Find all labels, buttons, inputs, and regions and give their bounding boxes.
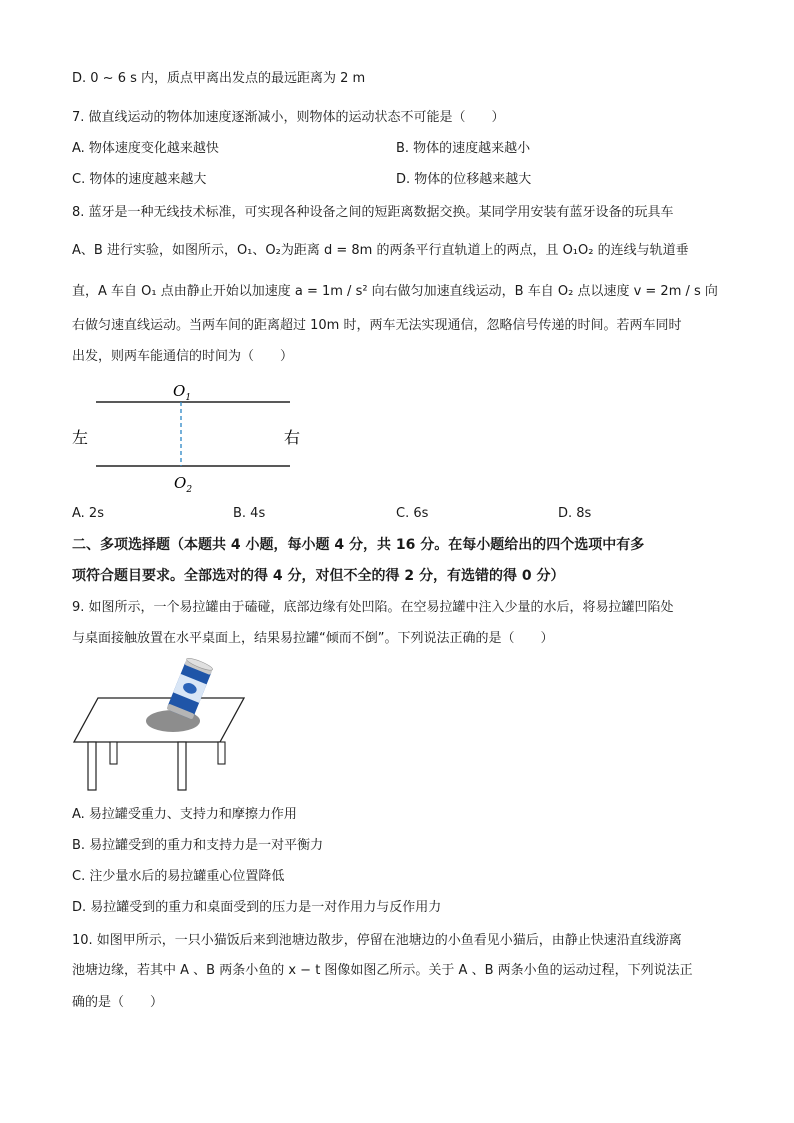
- q9-option-c: C. 注少量水后的易拉罐重心位置降低: [72, 869, 285, 884]
- q9-option-d: D. 易拉罐受到的重力和桌面受到的压力是一对作用力与反作用力: [72, 900, 442, 915]
- q9-line-2: 与桌面接触放置在水平桌面上，结果易拉罐“倾而不倒”。下列说法正确的是（ ）: [72, 631, 554, 646]
- table-leg-back-left: [110, 742, 117, 764]
- q7-option-c: C. 物体的速度越来越大: [72, 172, 207, 187]
- q7-option-d: D. 物体的位移越来越大: [396, 172, 532, 187]
- q10-line-1: 10. 如图甲所示，一只小猫饭后来到池塘边散步，停留在池塘边的小鱼看见小猫后，由静止快速沿直线游离: [72, 933, 682, 948]
- q7-option-b: B. 物体的速度越来越小: [396, 141, 531, 156]
- q8-line-4: 右做匀速直线运动。当两车间的距离超过 10m 时，两车无法实现通信，忽略信号传递的时间。若两车同时: [72, 318, 682, 333]
- q10-line-3: 确的是（ ）: [72, 995, 164, 1010]
- q8-line-1: 8. 蓝牙是一种无线技术标准，可实现各种设备之间的短距离数据交换。某同学用安装有蓝牙设备的玩具车: [72, 205, 674, 220]
- q8-option-d: D. 8s: [558, 506, 592, 521]
- q8-line-2: A、B 进行实验，如图所示，O₁、O₂为距离 d = 8m 的两条平行直轨道上的两点，且 O₁O₂ 的连线与轨道垂: [72, 243, 689, 258]
- q8-option-c: C. 6s: [396, 506, 429, 521]
- table-leg-front-left: [88, 742, 96, 790]
- label-o1: $O_1$: [173, 382, 192, 403]
- label-right: 右: [284, 428, 301, 447]
- table-leg-front-right: [178, 742, 186, 790]
- q8-line-5: 出发，则两车能通信的时间为（ ）: [72, 349, 294, 364]
- q7-stem: 7. 做直线运动的物体加速度逐渐减小，则物体的运动状态不可能是（ ）: [72, 110, 505, 125]
- q7-option-a: A. 物体速度变化越来越快: [72, 141, 219, 156]
- q8-option-a: A. 2s: [72, 506, 104, 521]
- table-leg-back-right: [218, 742, 225, 764]
- q9-option-a: A. 易拉罐受重力、支持力和摩擦力作用: [72, 807, 297, 822]
- q8-option-b: B. 4s: [233, 506, 266, 521]
- label-o2: $O_2$: [174, 474, 193, 495]
- label-left: 左: [72, 428, 89, 447]
- section-2-heading-line-1: 二、多项选择题（本题共 4 小题，每小题 4 分，共 16 分。在每小题给出的四个选项中有多: [72, 537, 645, 553]
- q10-line-2: 池塘边缘，若其中 A 、B 两条小鱼的 x − t 图像如图乙所示。关于 A 、B 两条小鱼的运动过程，下列说法正: [72, 963, 693, 978]
- q8-track-figure: [68, 372, 318, 502]
- q6-option-d: D. 0 ~ 6 s 内，质点甲离出发点的最远距离为 2 m: [72, 71, 366, 86]
- q9-table-can-figure: [70, 658, 250, 794]
- q9-line-1: 9. 如图所示，一个易拉罐由于磕碰，底部边缘有处凹陷。在空易拉罐中注入少量的水后，将易拉罐凹陷处: [72, 600, 674, 615]
- q8-line-3: 直，A 车自 O₁ 点由静止开始以加速度 a = 1m / s² 向右做匀加速直线运动，B 车自 O₂ 点以速度 v = 2m / s 向: [72, 284, 718, 299]
- section-2-heading-line-2: 项符合题目要求。全部选对的得 4 分，对但不全的得 2 分，有选错的得 0 分）: [72, 568, 565, 584]
- q9-option-b: B. 易拉罐受到的重力和支持力是一对平衡力: [72, 838, 324, 853]
